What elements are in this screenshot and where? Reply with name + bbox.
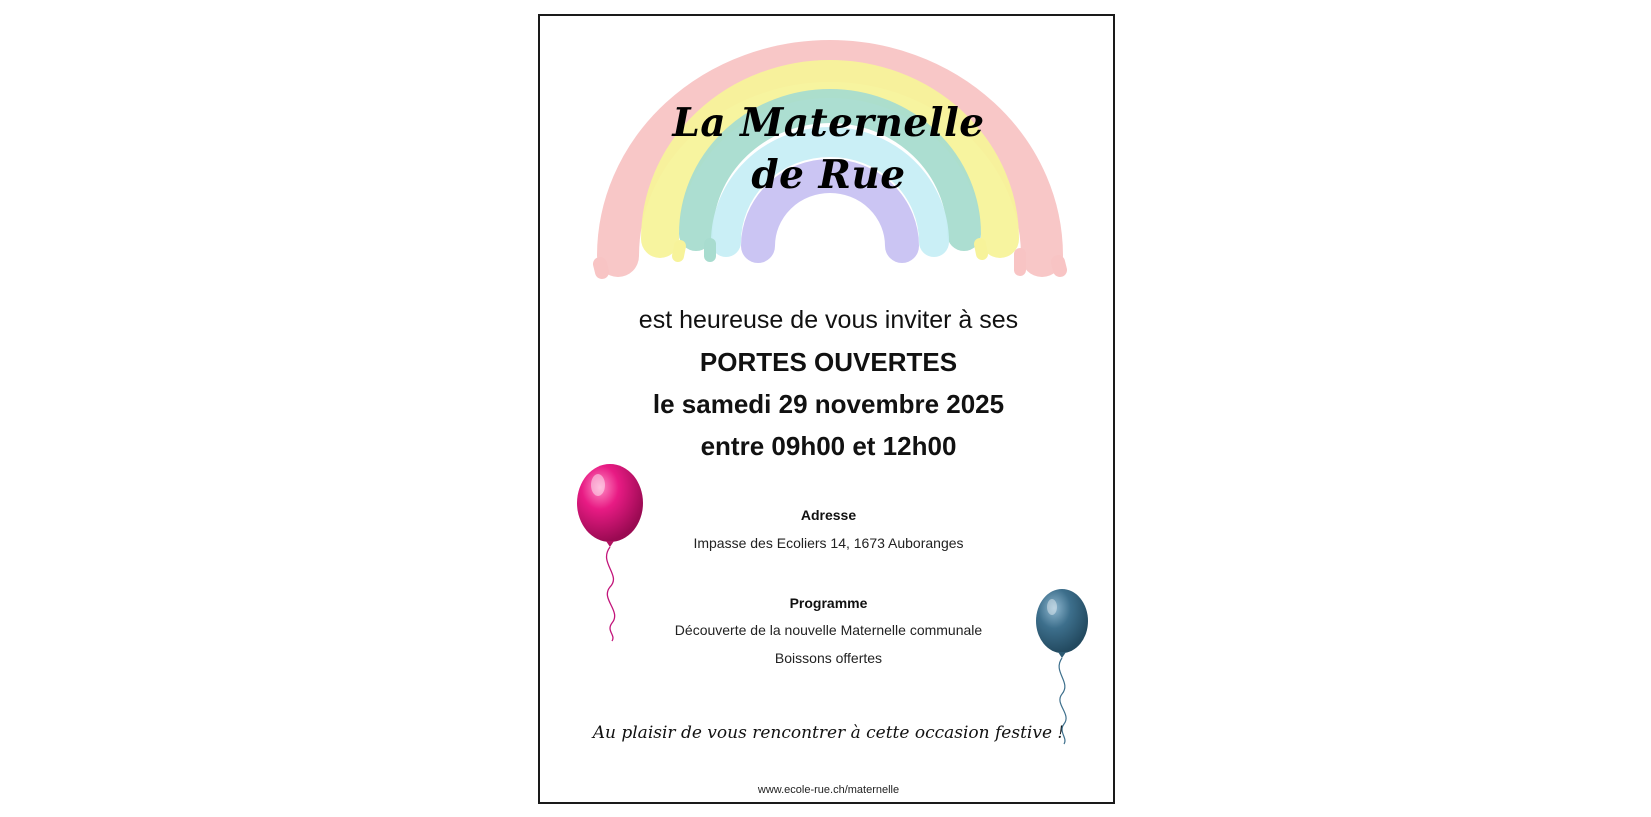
program-item: Boissons offertes — [774, 650, 883, 666]
event-time: entre 09h00 et 12h00 — [700, 431, 957, 461]
website-url: www.ecole-rue.ch/maternelle — [757, 784, 900, 796]
program-heading: Programme — [789, 595, 868, 611]
page-title-line1: La Maternelle — [672, 100, 985, 146]
blue-balloon-icon — [1032, 588, 1096, 748]
page-title-line2: de Rue — [751, 152, 906, 198]
closing-text: Au plaisir de vous rencontrer à cette occasion festive ! — [592, 723, 1065, 743]
intro-text: est heureuse de vous inviter à ses — [638, 306, 1019, 334]
program-item: Découverte de la nouvelle Maternelle communale — [674, 622, 983, 638]
pink-balloon-icon — [576, 463, 652, 643]
event-date: le samedi 29 novembre 2025 — [652, 389, 1005, 419]
flyer-page — [538, 14, 1115, 804]
address-text: Impasse des Ecoliers 14, 1673 Auboranges — [693, 535, 964, 551]
address-heading: Adresse — [800, 507, 857, 523]
event-name: PORTES OUVERTES — [699, 347, 958, 377]
